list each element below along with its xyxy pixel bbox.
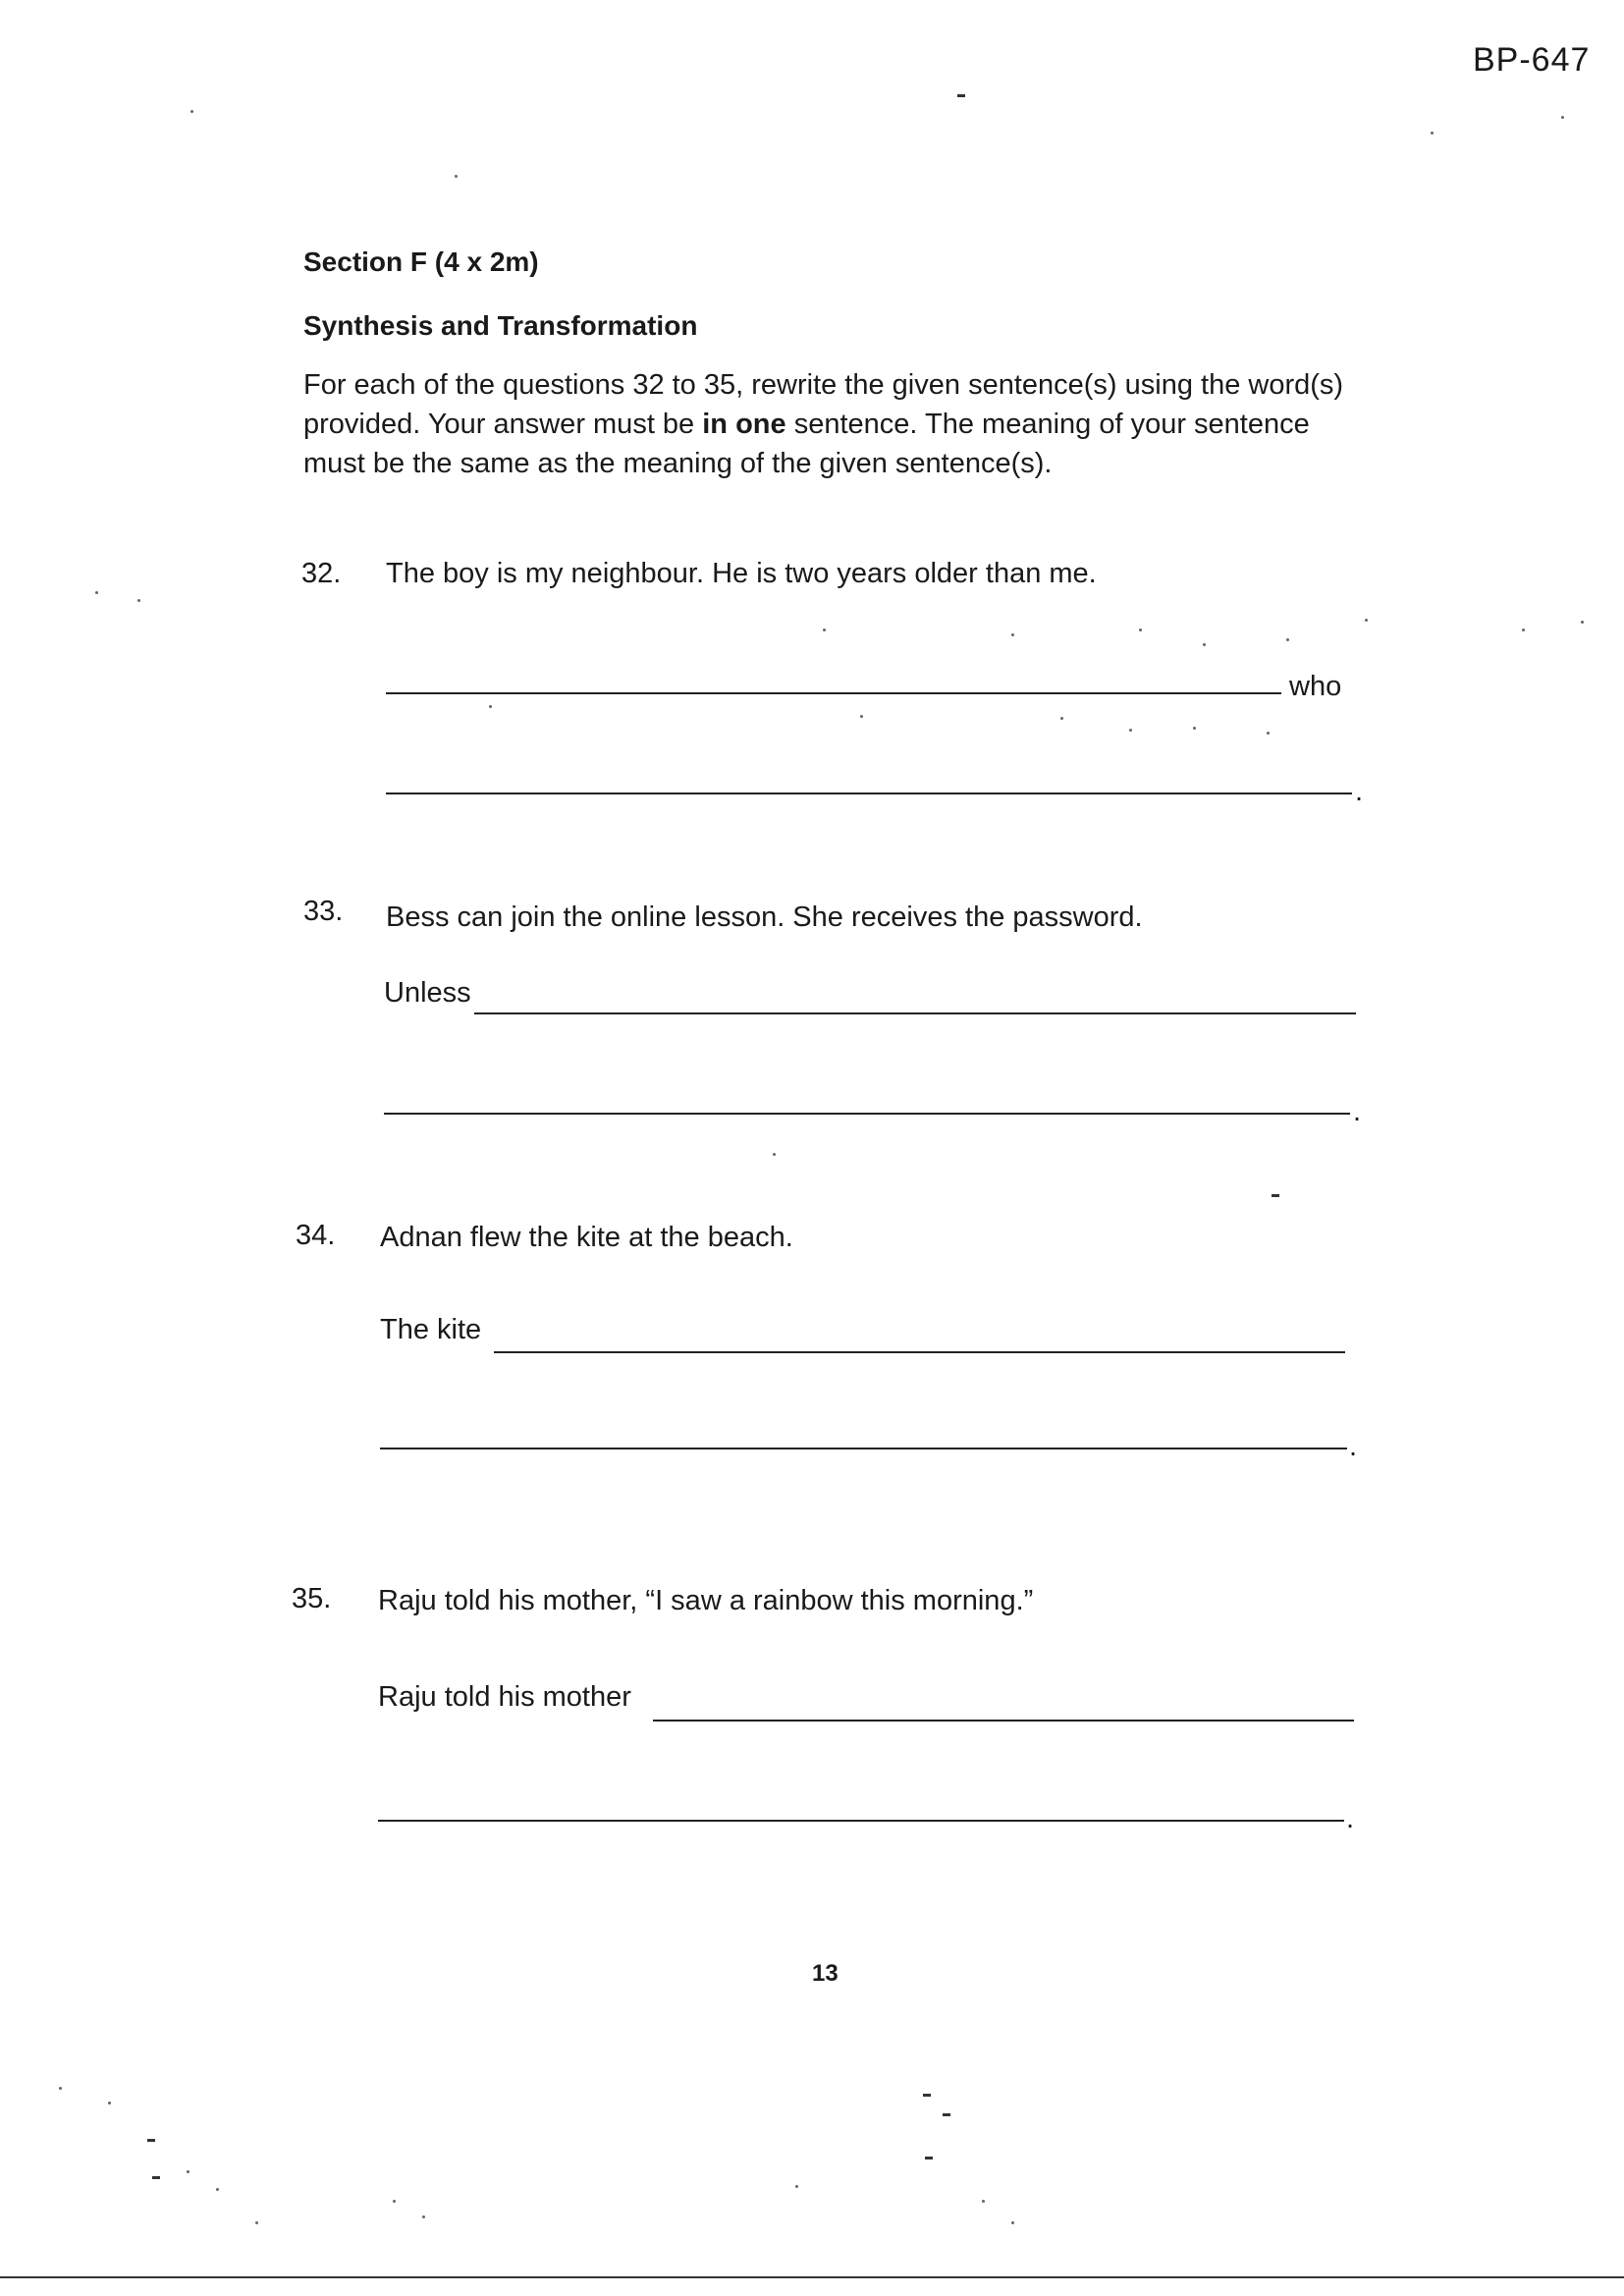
scan-speck (1286, 638, 1289, 641)
scan-speck (95, 591, 98, 594)
question-lead-34: The kite (380, 1314, 482, 1345)
answer-line-34b[interactable] (380, 1448, 1347, 1449)
answer-end-35: . (1346, 1803, 1355, 1834)
scan-speck (455, 175, 458, 178)
scan-speck (489, 705, 492, 708)
section-title: Section F (4 x 2m) (303, 246, 539, 277)
answer-line-32a[interactable] (386, 692, 1281, 694)
answer-end-33: . (1353, 1096, 1362, 1127)
scan-speck (1581, 621, 1584, 624)
answer-line-34a[interactable] (494, 1351, 1345, 1353)
question-text-33: Bess can join the online lesson. She receives the password. (386, 902, 1143, 933)
scan-speck (137, 599, 140, 602)
scan-speck (187, 2170, 189, 2173)
answer-end-34: . (1349, 1431, 1358, 1462)
scan-speck (943, 2113, 950, 2116)
scan-speck (773, 1153, 776, 1156)
answer-line-33a[interactable] (474, 1012, 1356, 1014)
instructions-bold-in: in (702, 409, 729, 440)
scan-speck (925, 2157, 933, 2159)
scan-speck (190, 110, 193, 113)
answer-line-33b[interactable] (384, 1113, 1350, 1115)
scan-speck (1561, 116, 1564, 119)
scan-speck (422, 2215, 425, 2218)
scan-speck (1193, 727, 1196, 730)
answer-line-35a[interactable] (653, 1720, 1354, 1722)
question-lead-33: Unless (384, 977, 471, 1009)
answer-line-35b[interactable] (378, 1820, 1344, 1822)
scan-speck (823, 629, 826, 631)
scan-speck (59, 2087, 62, 2090)
answer-end-32: . (1355, 776, 1364, 807)
page-bottom-rule (0, 2276, 1624, 2278)
scan-speck (957, 94, 965, 97)
question-number-33: 33. (303, 896, 344, 927)
instructions-text-1: For each of the questions 32 to 35, rewrite the given sentence(s) using the word(s) provided. Your answer must be (303, 369, 1344, 440)
scan-speck (1060, 717, 1063, 720)
scan-speck (152, 2176, 160, 2179)
scan-speck (923, 2094, 931, 2097)
instructions-text-space (728, 409, 735, 440)
question-text-35: Raju told his mother, “I saw a rainbow this morning.” (378, 1585, 1034, 1616)
scan-speck (1011, 633, 1014, 636)
scan-speck (1522, 629, 1525, 631)
scan-speck (1365, 619, 1368, 622)
scan-speck (982, 2200, 985, 2203)
scan-speck (1139, 629, 1142, 631)
question-number-34: 34. (296, 1220, 336, 1251)
scan-speck (1129, 729, 1132, 732)
question-number-32: 32. (301, 558, 342, 589)
scan-speck (1272, 1194, 1279, 1197)
question-text-32: The boy is my neighbour. He is two years older than me. (386, 558, 1097, 589)
scan-speck (147, 2139, 155, 2142)
section-subtitle: Synthesis and Transformation (303, 310, 698, 341)
scan-speck (393, 2200, 396, 2203)
scan-speck (216, 2188, 219, 2191)
scan-speck (255, 2221, 258, 2224)
paper-code: BP-647 (1473, 41, 1591, 79)
question-number-35: 35. (292, 1583, 332, 1614)
scan-speck (1431, 132, 1434, 135)
scan-speck (1267, 732, 1270, 735)
scan-speck (1203, 643, 1206, 646)
scan-speck (860, 715, 863, 718)
question-lead-35: Raju told his mother (378, 1681, 631, 1713)
answer-line-32b[interactable] (386, 793, 1352, 794)
scan-speck (108, 2102, 111, 2105)
instructions (303, 365, 1370, 483)
instructions-bold-one: one (735, 409, 786, 440)
scan-speck (1011, 2221, 1014, 2224)
question-trail-32: who (1289, 671, 1342, 702)
page-number: 13 (812, 1960, 839, 1987)
instructions-text-2: sentence. The meaning of your sentence must be the same as the meaning of the given sentence(s). (303, 409, 1310, 479)
scan-speck (795, 2185, 798, 2188)
question-text-34: Adnan flew the kite at the beach. (380, 1222, 793, 1253)
